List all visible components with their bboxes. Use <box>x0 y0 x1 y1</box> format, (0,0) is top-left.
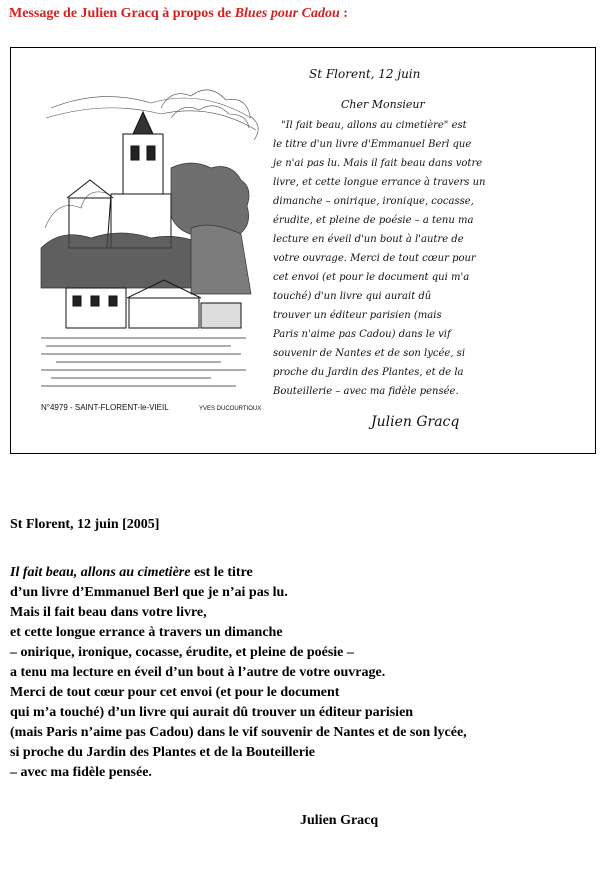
transcription-line: (mais Paris n’aime pas Cadou) dans le vif souvenir de Nantes et de son lycée, <box>10 725 467 740</box>
etching-illustration <box>41 90 258 386</box>
hand-line: souvenir de Nantes et de son lycée, si <box>273 348 466 359</box>
hand-line: votre ouvrage. Merci de tout cœur pour <box>273 253 476 264</box>
transcription-line: qui m’a touché) d’un livre qui aurait dû trouver un éditeur parisien <box>10 705 414 720</box>
postcard-caption: N°4979 - SAINT-FLORENT-le-VIEIL <box>41 403 169 412</box>
postcard-artist: YVES DUCOURTIOUX <box>199 406 262 412</box>
heading-prefix: Message de Julien Gracq à propos de <box>9 6 235 21</box>
handwritten-letter <box>271 67 486 430</box>
hand-line: touché) d'un livre qui aurait dû <box>273 291 432 302</box>
transcription-line: Mais il fait beau dans votre livre, <box>10 605 207 620</box>
postcard-image <box>10 47 596 454</box>
hand-line: érudite, et pleine de poésie – a tenu ma <box>273 215 474 226</box>
transcription-line: – avec ma fidèle pensée. <box>10 765 152 780</box>
hand-line: Cher Monsieur <box>341 98 425 111</box>
hand-line: livre, et cette longue errance à travers un <box>273 177 486 188</box>
hand-line: St Florent, 12 juin <box>309 67 421 81</box>
transcription-line: Merci de tout cœur pour cet envoi (et pour le document <box>10 685 340 700</box>
transcription-italic-title: Il fait beau, allons au cimetière <box>10 565 191 580</box>
transcription-line: – onirique, ironique, cocasse, érudite, et pleine de poésie – <box>10 645 354 660</box>
hand-line: le titre d'un livre d'Emmanuel Berl que <box>273 139 472 150</box>
transcription-body <box>10 563 595 783</box>
hand-line: "Il fait beau, allons au cimetière" est <box>281 120 467 131</box>
book-title: Blues pour Cadou <box>234 6 340 21</box>
hand-line: lecture en éveil d'un bout à l'autre de <box>273 234 464 245</box>
page-heading <box>9 6 348 22</box>
handwritten-signature: Julien Gracq <box>371 414 460 430</box>
transcription-line: d’un livre d’Emmanuel Berl que je n’ai pas lu. <box>10 585 288 600</box>
transcription-dateline: St Florent, 12 juin [2005] <box>10 517 160 532</box>
hand-line: Paris n'aime pas Cadou) dans le vif <box>273 329 451 340</box>
hand-line: proche du Jardin des Plantes, et de la <box>273 367 464 378</box>
postcard-drawing <box>11 48 596 454</box>
transcription-signature: Julien Gracq <box>300 813 379 828</box>
hand-line: trouver un éditeur parisien (mais <box>273 310 442 321</box>
transcription-line: et cette longue errance à travers un dimanche <box>10 625 283 640</box>
transcription-line: si proche du Jardin des Plantes et de la Bouteillerie <box>10 745 316 760</box>
transcription-line-rest: est le titre <box>190 565 253 580</box>
transcription-line <box>10 563 595 583</box>
hand-line: cet envoi (et pour le document qui m'a <box>273 272 470 283</box>
transcription-line: a tenu ma lecture en éveil d’un bout à l’autre de votre ouvrage. <box>10 665 386 680</box>
hand-line: je n'ai pas lu. Mais il fait beau dans votre <box>273 158 483 169</box>
heading-suffix: : <box>339 6 348 21</box>
hand-line: dimanche – onirique, ironique, cocasse, <box>273 196 474 207</box>
hand-line: Bouteillerie – avec ma fidèle pensée. <box>273 386 459 397</box>
